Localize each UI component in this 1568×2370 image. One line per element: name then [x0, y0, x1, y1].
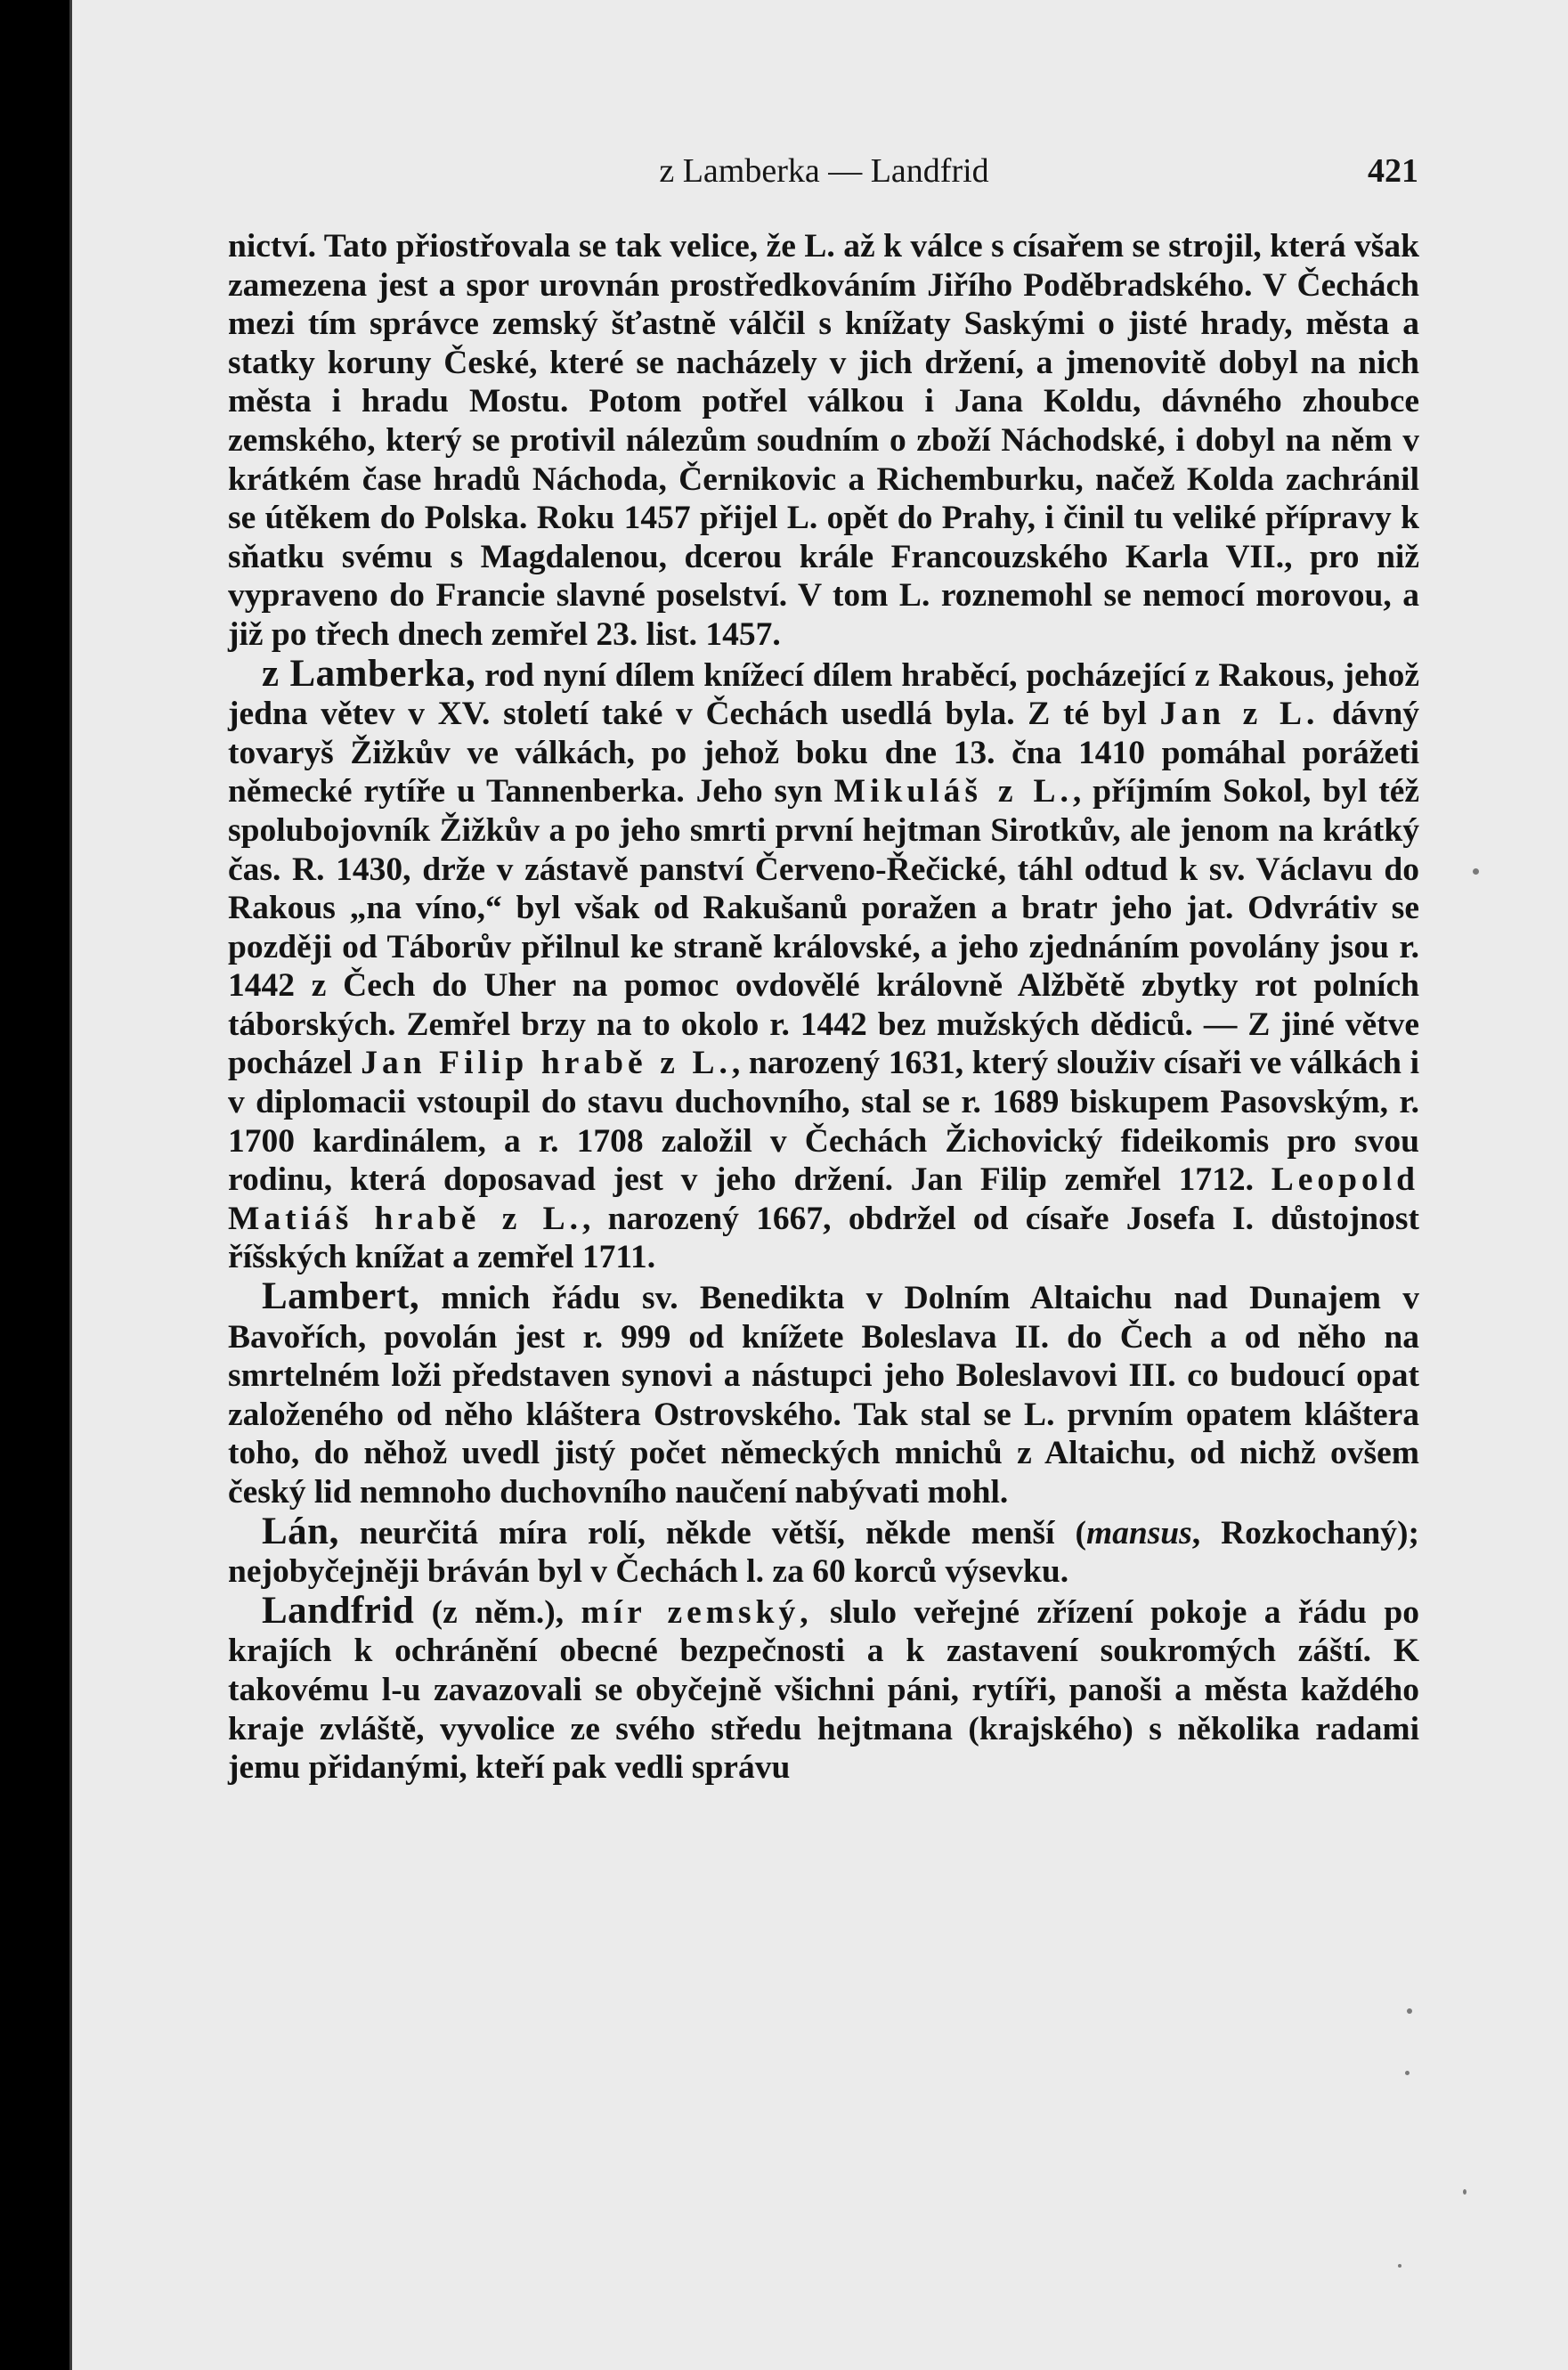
spaced-name: Leopold Matiáš hrabě z L. [228, 1161, 1419, 1237]
text-segment: , Rozkochaný); nejobyčejněji bráván byl v Čechách l. za 60 korců výsevku. [228, 1514, 1419, 1591]
spaced-name: mír zemský, [581, 1593, 813, 1631]
running-title: z Lamberka — Landfrid [659, 152, 989, 190]
entry-headword: Lambert, [262, 1275, 420, 1318]
text-segment: dávný tovaryš Žižkův ve válkách, po jehož boku dne 13. čna 1410 pomáhal porážeti německé rytíře u Tannenberka. Jeho syn [228, 696, 1419, 810]
text-segment: , příjmím Sokol, byl též spolubojovník Žižkův a po jeho smrti první hejtman Sirotkův, ale jenom na krátký čas. R. 1430, drže v zástavě panství Červeno-Řečické, táhl odtud k sv. Václavu do Rakous „na víno,“ byl však od Rakušanů poražen a bratr jeho jat. Odvrátiv se později od Táborův přilnul ke straně královské, a jeho zjednáním povolány jsou r. 1442 z Čech do Uher na pomoc ovdovělé královně Alžbětě zbytky rot polních táborských. Zemřel brzy na to okolo r. 1442 bez mužských dědiců. — Z jiné větve pocházel [228, 773, 1420, 1082]
paragraph-continuation [228, 227, 1419, 655]
spaced-name: Jan Filip hrabě z L. [361, 1045, 732, 1082]
page-number: 421 [1368, 152, 1418, 190]
book-page [69, 0, 1568, 2370]
scan-speck [1463, 2189, 1466, 2195]
spaced-name: Mikuláš z L. [833, 773, 1073, 810]
text-segment: nictví. Tato přiostřovala se tak velice, že L. až k válce s císařem se strojil, která však zamezena jest a spor urovnán prostředkováním Jiřího Poděbradského. V Čechách mezi tím správce zemský šťastně válčil s knížaty Saskými o jisté hrady, města a statky koruny České, které se nacházely v jich držení, a jmenovitě dobyl na nich města i hradu Mostu. Potom potřel válkou i Jana Koldu, dávného zhoubce zemského, který se protivil nálezům soudním o zboží Náchodské, i dobyl na něm v krátkém čase hradů Náchoda, Černikovic a Richemburku, načež Kolda zachránil se útěkem do Polska. Roku 1457 přijel L. opět do Prahy, i činil tu veliké přípravy k sňatku svému s Magdalenou, dcerou krále Francouzského Karla VII., pro niž vypraveno do Francie slavné poselství. V tom L. roznemohl se nemocí morovou, a již po třech dnech zemřel 23. list. 1457. [228, 228, 1419, 653]
running-header [230, 151, 1418, 205]
scan-speck [1473, 868, 1479, 875]
body-text [228, 227, 1419, 1788]
entry-headword: Lán, [262, 1510, 339, 1552]
scan-speck [1407, 2008, 1412, 2014]
entry-z-lamberka [228, 652, 1420, 1278]
text-segment: (z něm.), [414, 1593, 581, 1631]
scan-speck [1405, 2071, 1410, 2075]
page-spine-edge [69, 0, 72, 2370]
italic-term: mansus [1085, 1514, 1192, 1551]
entry-headword: Landfrid [262, 1589, 415, 1632]
text-segment: slulo veřejné zřízení pokoje a řádu po krajích k ochránění obecné bezpečnosti a k zastavení soukromých záští. K takovému l-u zavazovali se obyčejně všichni páni, rytíři, panoši a města každého kraje zvláště, vyvolice ze svého středu hejtmana (krajského) s několika radami jemu přidanými, kteří pak vedli správu [228, 1593, 1420, 1787]
entry-lan [228, 1512, 1419, 1592]
text-segment: rod nyní dílem knížecí dílem hraběcí, pocházející z Rakous, jehož jedna větev v XV. století také v Čechách usedlá byla. Z té byl [228, 656, 1419, 733]
scan-speck [1398, 2264, 1401, 2268]
text-segment: , narozený 1631, který slouživ císaři ve válkách i v diplomacii vstoupil do stavu duchovního, stal se r. 1689 biskupem Pasovským, r. 1700 kardinálem, a r. 1708 založil v Čechách Žichovický fideikomis pro svou rodinu, která doposavad jest v jeho držení. Jan Filip zemřel 1712. [228, 1045, 1419, 1199]
entry-lambert [228, 1277, 1419, 1512]
entry-landfrid [228, 1589, 1420, 1788]
spaced-name: Jan z L. [1159, 696, 1320, 733]
text-segment: , narozený 1667, obdržel od císaře Josefa I. důstojnost říšských knížat a zemřel 1711. [228, 1200, 1419, 1276]
text-segment: mnich řádu sv. Benedikta v Dolním Altaichu nad Dunajem v Bavořích, povolán jest r. 999 od knížete Boleslava II. do Čech a od něho na smrtelném loži představen synovi a nástupci jeho Boleslavovi III. co budoucí opat založeného od něho kláštera Ostrovského. Tak stal se L. prvním opatem kláštera toho, do něhož uvedl jistý počet německých mnichů z Altaichu, od nichž ovšem český lid nemnoho duchovního naučení nabývati mohl. [228, 1280, 1419, 1511]
entry-headword: z Lamberka, [262, 652, 476, 695]
text-segment: neurčitá míra rolí, někde větší, někde menší ( [338, 1514, 1086, 1551]
